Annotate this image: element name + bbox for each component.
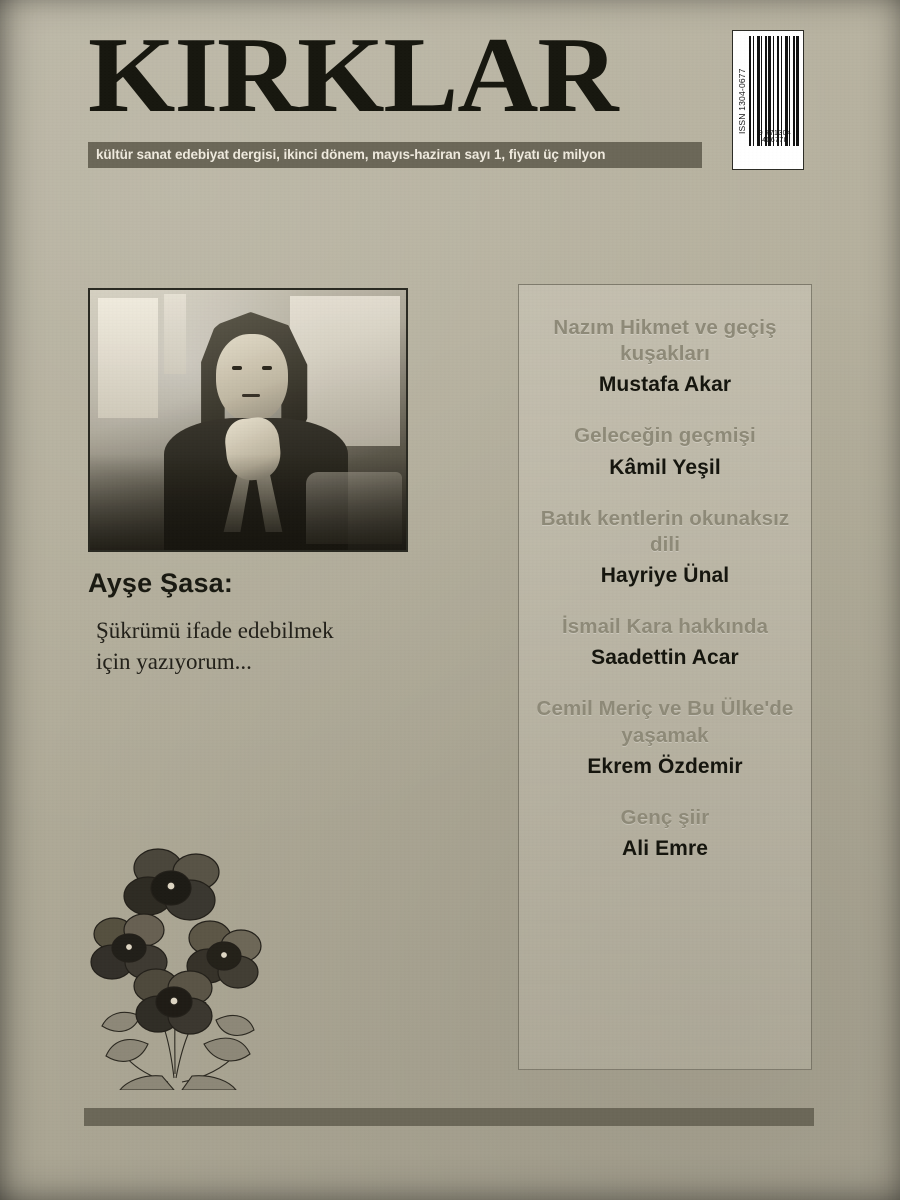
bottom-rule [84, 1108, 814, 1126]
feature-name: Ayşe Şasa: [88, 568, 234, 598]
contents-entry-title: İsmail Kara hakkında [562, 615, 768, 639]
feature-quote: Şükrümü ifade edebilmek için yazıyorum... [96, 618, 334, 674]
contents-entry-title: Cemil Meriç ve Bu Ülke'de yaşamak [536, 697, 794, 747]
contents-entry [533, 696, 797, 778]
cover-photo [88, 288, 408, 552]
contents-entry [533, 423, 797, 479]
pansy-flower-illustration [78, 838, 278, 1090]
photo-figure-mouth [242, 394, 260, 397]
contents-entry [533, 805, 797, 861]
barcode-stripes [749, 36, 799, 146]
contents-entry [533, 315, 797, 397]
contents-entry-author: Ali Emre [622, 837, 708, 861]
photo-figure-eye-right [262, 366, 272, 370]
contents-entry-author: Ekrem Özdemir [587, 754, 743, 778]
contents-entry-title: Genç şiir [620, 805, 710, 829]
contents-entry-author: Saadettin Acar [591, 646, 739, 670]
contents-entry-title: Nazım Hikmet ve geçiş kuşakları [553, 316, 777, 366]
photo-figure-eye-left [232, 366, 242, 370]
contents-entry [533, 614, 797, 670]
cover-photo-image [90, 290, 406, 550]
barcode-digits: 9 771304 406778 [758, 130, 792, 144]
contents-entry-author: Mustafa Akar [598, 373, 732, 397]
issn-label: ISSN 1304-0677 [737, 68, 747, 134]
photo-figure-face [216, 334, 288, 422]
photo-vignette [90, 454, 406, 550]
barcode [732, 30, 804, 170]
contents-entry-author: Hayriye Ünal [600, 564, 730, 588]
magazine-title: KIRKLAR [88, 16, 618, 135]
masthead [88, 16, 708, 168]
contents-entry-author: Kâmil Yeşil [609, 455, 721, 479]
contents-entry [533, 506, 797, 588]
contents-panel [518, 284, 812, 1070]
photo-window-left [98, 298, 158, 418]
photo-window-mid [164, 294, 186, 374]
issue-subtitle-bar: kültür sanat edebiyat dergisi, ikinci dönem, mayıs-haziran sayı 1, fiyatı üç milyon [88, 142, 702, 168]
contents-entry-title: Geleceğin geçmişi [574, 424, 756, 448]
contents-entry-title: Batık kentlerin okunaksız dili [540, 506, 790, 556]
